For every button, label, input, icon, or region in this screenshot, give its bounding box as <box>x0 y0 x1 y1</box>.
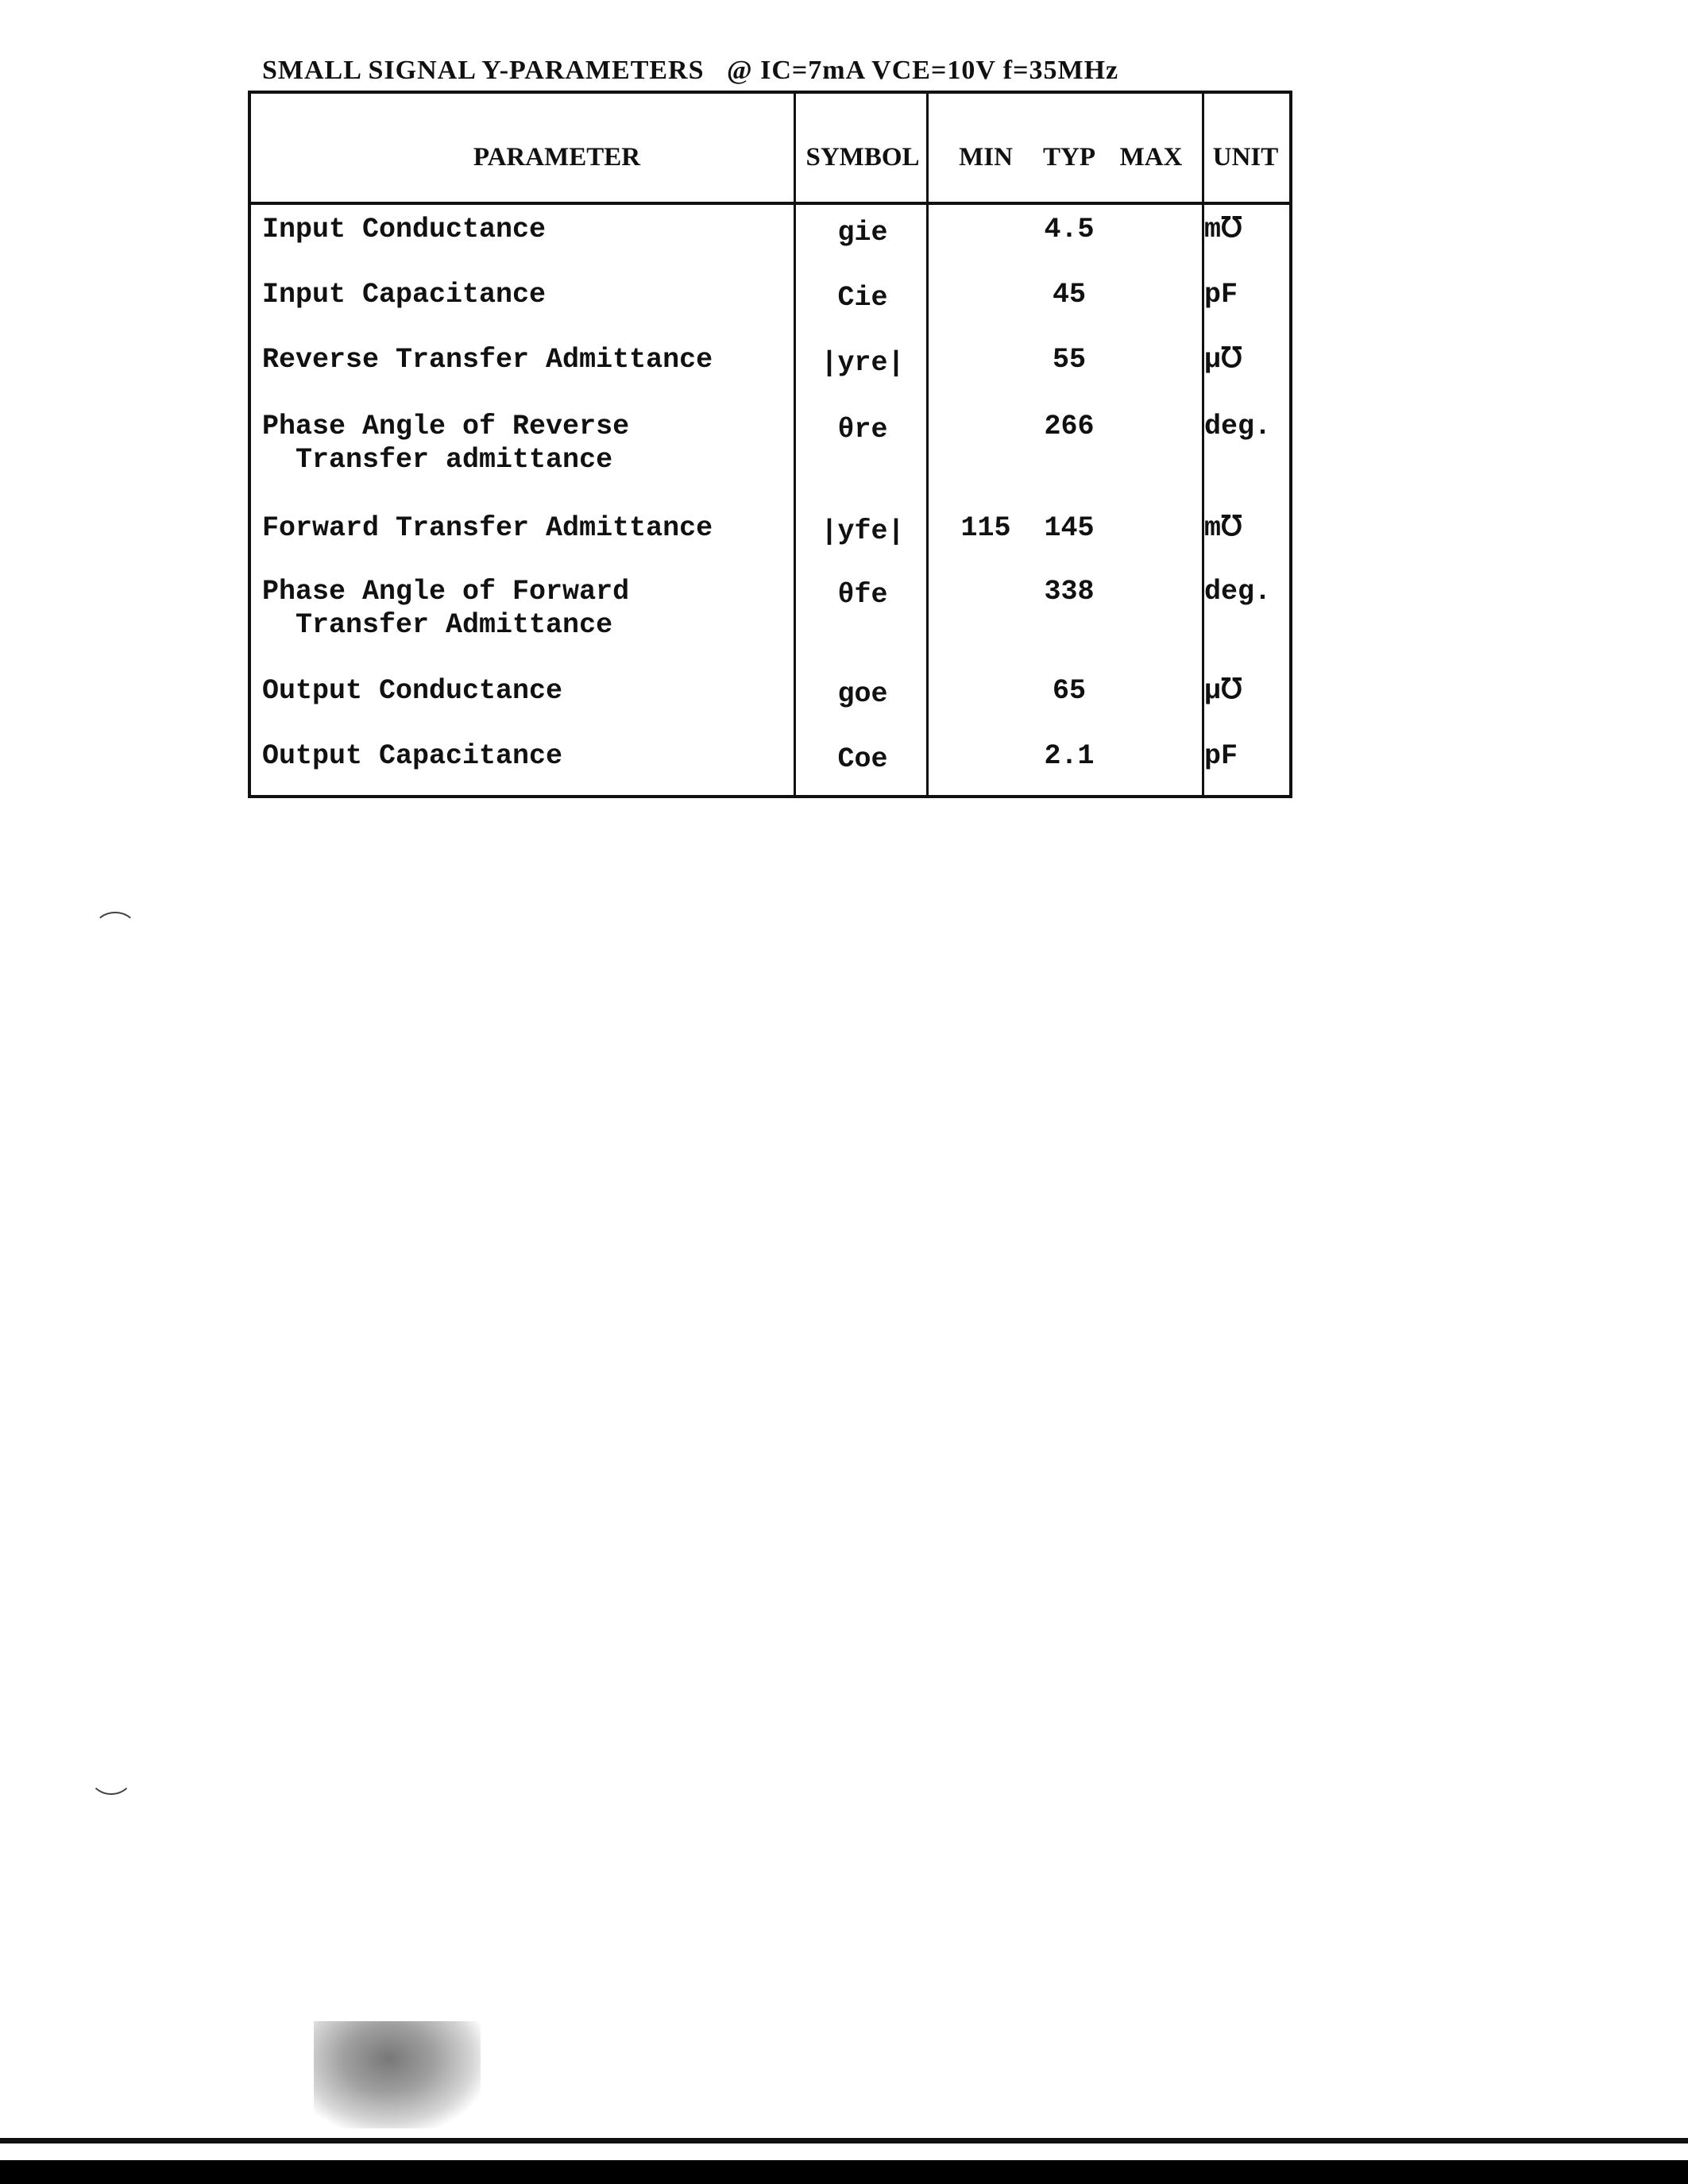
row-typ: 55 <box>1052 344 1087 376</box>
title-text: SMALL SIGNAL Y-PARAMETERS <box>262 56 705 85</box>
row-parameter: Input Capacitance <box>262 279 547 311</box>
y-parameters-table <box>248 91 1292 798</box>
row-unit: m℧ <box>1204 214 1242 245</box>
header-symbol: SYMBOL <box>805 143 920 172</box>
row-parameter: Phase Angle of Reverse Transfer admittance <box>262 411 630 476</box>
row-unit: μ℧ <box>1204 675 1242 707</box>
row-typ: 338 <box>1044 576 1095 608</box>
header-max: MAX <box>1119 143 1183 172</box>
row-symbol: Coe <box>837 743 888 775</box>
row-parameter: Reverse Transfer Admittance <box>262 344 713 376</box>
row-unit: m℧ <box>1204 512 1242 544</box>
header-unit: UNIT <box>1212 143 1279 172</box>
row-parameter: Forward Transfer Admittance <box>262 512 713 544</box>
punch-hole-mark <box>89 1755 133 1795</box>
bottom-rule <box>0 2138 1688 2143</box>
row-symbol: θre <box>837 414 888 446</box>
row-unit: pF <box>1204 279 1238 311</box>
header-min: MIN <box>959 143 1013 172</box>
header-parameter: PARAMETER <box>473 143 641 172</box>
document-title <box>262 56 1118 86</box>
header-divider <box>251 202 1289 205</box>
row-parameter: Input Conductance <box>262 214 547 245</box>
row-parameter: Output Conductance <box>262 675 563 707</box>
column-divider <box>926 94 929 795</box>
row-typ: 65 <box>1052 675 1087 707</box>
row-unit: deg. <box>1204 576 1272 608</box>
row-typ: 45 <box>1052 279 1087 311</box>
row-unit: pF <box>1204 740 1238 772</box>
scan-smudge <box>314 2021 481 2128</box>
row-unit: deg. <box>1204 411 1272 442</box>
row-parameter: Output Capacitance <box>262 740 563 772</box>
title-conditions: @ IC=7mA VCE=10V f=35MHz <box>727 56 1119 85</box>
row-symbol: θfe <box>837 579 888 611</box>
row-unit: μ℧ <box>1204 344 1242 376</box>
header-typ: TYP <box>1043 143 1095 172</box>
row-symbol: gie <box>837 217 888 249</box>
row-symbol: Cie <box>837 282 888 314</box>
row-symbol: |yfe| <box>821 515 905 547</box>
column-divider <box>794 94 796 795</box>
scan-edge <box>0 2160 1688 2184</box>
row-typ: 4.5 <box>1044 214 1095 245</box>
row-symbol: |yre| <box>821 347 905 379</box>
row-parameter: Phase Angle of Forward Transfer Admittance <box>262 576 630 641</box>
row-typ: 145 <box>1044 512 1095 544</box>
punch-hole-mark <box>94 912 137 947</box>
row-symbol: goe <box>837 678 888 710</box>
row-typ: 2.1 <box>1044 740 1095 772</box>
row-min: 115 <box>960 512 1011 544</box>
row-typ: 266 <box>1044 411 1095 442</box>
